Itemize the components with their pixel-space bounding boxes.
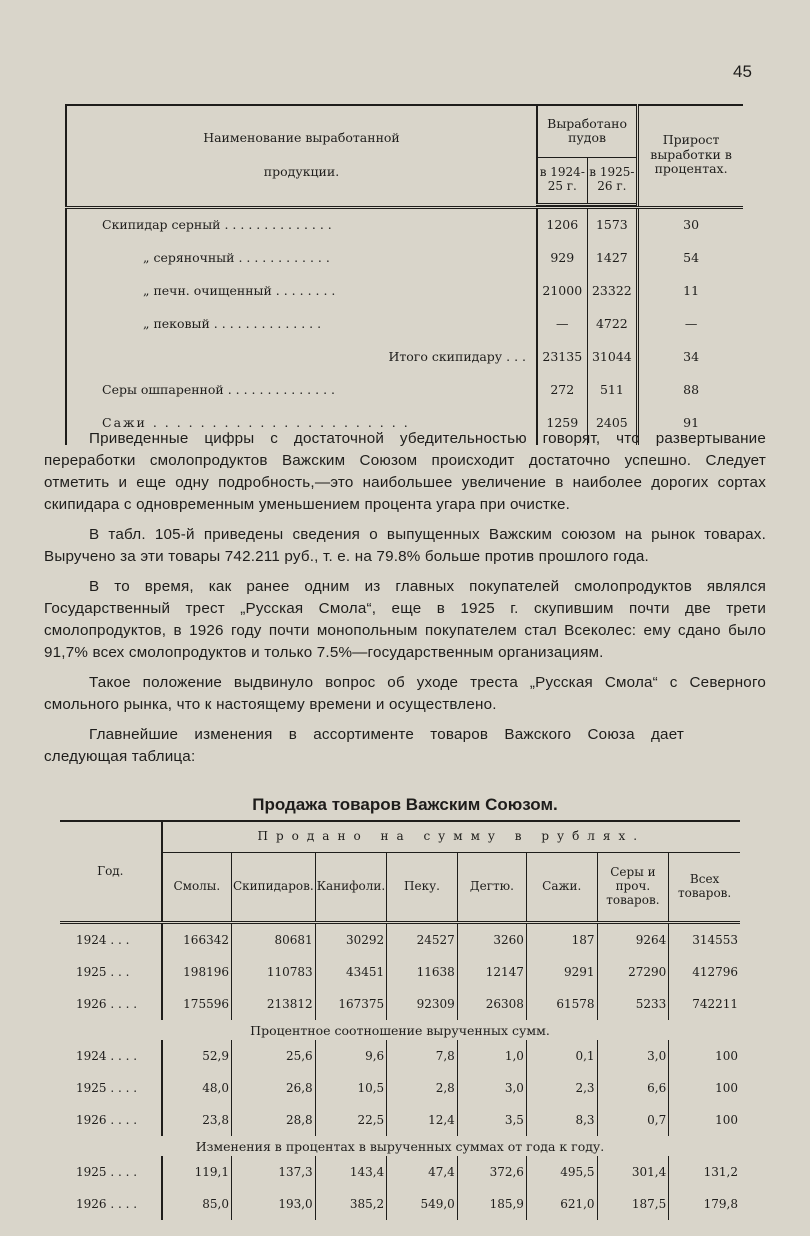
value-cell: 179,8 [669,1188,740,1220]
value-cell: 187,5 [597,1188,669,1220]
year-cell: 1925 . . . . [60,1156,162,1188]
value-cell: 2,3 [526,1072,597,1104]
column-header-year2: в 1925-26 г. [587,157,638,204]
column-header-growth: Прирост выработки в процентах. [638,105,743,204]
value-cell: 48,0 [202,1081,229,1095]
growth-value: — [638,308,743,341]
value-cell: 198196 [183,965,229,979]
value-cell: 119,1 [194,1165,229,1179]
body-text [44,428,766,768]
growth-value: 54 [638,242,743,275]
value-1925: 31044 [587,341,638,374]
column-header-resin: Смолы. [162,853,232,923]
value-cell: 12147 [457,956,526,988]
table-row-total [66,341,743,374]
table-row [60,1072,740,1104]
value-cell: 9,6 [315,1040,387,1072]
value-1924: 23135 [537,341,587,374]
growth-value: 34 [638,341,743,374]
paragraph: В то время, как ранее одним из главных покупателей смолопродуктов являлся Государственный трест „Русская Смола“, еще в 1925 г. скупившим почти две трети смолопродуктов, в 1926 году почти монопольным покупателем стал Всеколес: ему сдано было 91,7% всех смолопродуктов и только 7.5%—государственным организациям. [44,578,766,661]
section-percent-label: Процентное соотношение вырученных сумм. [250,1022,550,1038]
value-cell: 137,3 [231,1156,315,1188]
value-cell: 495,5 [526,1156,597,1188]
column-header-year: Год. [60,821,162,923]
table-row [66,242,743,275]
value-1925: 2405 [587,407,638,445]
product-name: Итого скипидару . . . [66,341,537,374]
value-cell: 10,5 [315,1072,387,1104]
table-row [66,308,743,341]
value-cell: 12,4 [387,1104,458,1136]
value-cell: 143,4 [315,1156,387,1188]
value-cell: 52,9 [202,1049,229,1063]
value-1925: 4722 [587,308,638,341]
value-cell: 26308 [457,988,526,1020]
value-1925: 511 [587,374,638,407]
value-cell: 28,8 [231,1104,315,1136]
value-1925: 23322 [587,275,638,308]
column-header-total: Всех товаров. [669,853,740,923]
value-1925: 1573 [587,207,638,242]
value-cell: 385,2 [315,1188,387,1220]
value-cell: 1,0 [457,1040,526,1072]
column-header-sulfur: Серы и проч. товаров. [597,853,669,923]
column-header-turpentine: Скипидаров. [231,853,315,923]
page-number: 45 [733,62,752,81]
growth-value: 88 [638,374,743,407]
value-cell: 0,7 [597,1104,669,1136]
value-1924: — [537,308,587,341]
value-cell: 9291 [526,956,597,988]
value-cell: 22,5 [315,1104,387,1136]
value-1924: 1206 [537,207,587,242]
paragraph: Главнейшие изменения в ассортименте товаров Важского Союза дает следующая таблица: [44,726,684,765]
section-change [60,1136,740,1156]
value-cell: 5233 [597,988,669,1020]
value-cell: 185,9 [457,1188,526,1220]
value-cell: 27290 [597,956,669,988]
sales-table [60,820,740,1220]
section-percent [60,1020,740,1040]
value-cell: 742211 [669,988,740,1020]
value-cell: 26,8 [231,1072,315,1104]
value-1924: 21000 [537,275,587,308]
column-header-product-line1: Наименование выработанной [203,130,400,145]
value-cell: 3,5 [457,1104,526,1136]
value-cell: 549,0 [387,1188,458,1220]
table-row [60,1156,740,1188]
year-cell: 1924 . . . [60,923,162,957]
product-name: „ серяночный . . . . . . . . . . . . [66,242,537,275]
table-row [60,988,740,1020]
value-cell: 6,6 [597,1072,669,1104]
value-cell: 187 [526,923,597,957]
table-row [66,207,743,242]
value-cell: 43451 [315,956,387,988]
value-cell: 11638 [387,956,458,988]
column-header-rosin: Канифоли. [315,853,387,923]
value-cell: 30292 [315,923,387,957]
year-cell: 1925 . . . [60,956,162,988]
value-cell: 193,0 [231,1188,315,1220]
value-cell: 213812 [231,988,315,1020]
value-1924: 1259 [537,407,587,445]
growth-value: 91 [638,407,743,445]
value-cell: 100 [669,1040,740,1072]
value-cell: 131,2 [669,1156,740,1188]
section-change-label: Изменения в процентах в вырученных суммах от года к году. [195,1138,605,1154]
value-cell: 0,1 [526,1040,597,1072]
product-name: „ печн. очищенный . . . . . . . . [66,275,537,308]
column-header-soot: Сажи. [526,853,597,923]
value-cell: 372,6 [457,1156,526,1188]
value-cell: 110783 [231,956,315,988]
value-cell: 167375 [315,988,387,1020]
year-cell: 1924 . . . . [60,1040,162,1072]
value-cell: 100 [669,1072,740,1104]
value-cell: 2,8 [387,1072,458,1104]
column-header-product-line2: продукции. [263,164,340,179]
value-cell: 61578 [526,988,597,1020]
value-cell: 80681 [231,923,315,957]
table-row [60,1040,740,1072]
value-cell: 92309 [387,988,458,1020]
year-cell: 1926 . . . . [60,1104,162,1136]
table-row [60,1104,740,1136]
year-cell: 1926 . . . . [60,1188,162,1220]
column-header-pitch: Пеку. [387,853,458,923]
sales-table-body [60,923,740,1221]
column-header-year1: в 1924-25 г. [537,157,587,204]
value-cell: 3,0 [457,1072,526,1104]
product-name: Серы ошпаренной . . . . . . . . . . . . . . [66,374,537,407]
value-1925: 1427 [587,242,638,275]
column-header-tar: Дегтю. [457,853,526,923]
paragraph: Приведенные цифры с достаточной убедительностью говорят, что развертывание переработки смолопродуктов Важским Союзом происходит достаточно успешно. Следует отметить и еще одну подробность,—это наибольшее увеличение в наиболее дорогих сортах скипидара с одновременным уменьшением процента угара при очистке. [44,430,766,513]
value-cell: 24527 [387,923,458,957]
value-cell: 3,0 [597,1040,669,1072]
value-cell: 3260 [457,923,526,957]
year-cell: 1926 . . . . [60,988,162,1020]
column-header-sold: Продано на сумму в рублях. [162,821,740,853]
table-row [60,1188,740,1220]
value-cell: 25,6 [231,1040,315,1072]
growth-value: 30 [638,207,743,242]
year-cell: 1925 . . . . [60,1072,162,1104]
value-cell: 7,8 [387,1040,458,1072]
value-cell: 175596 [183,997,229,1011]
paragraph: Такое положение выдвинуло вопрос об уходе треста „Русская Смола“ с Северного смольного рынка, что к настоящему времени и осуществлено. [44,674,766,713]
value-cell: 47,4 [387,1156,458,1188]
product-name: Скипидар серный . . . . . . . . . . . . . . [66,207,537,242]
production-table [65,104,743,445]
value-cell: 314553 [669,923,740,957]
table-row [66,374,743,407]
value-cell: 301,4 [597,1156,669,1188]
value-cell: 9264 [597,923,669,957]
value-cell: 412796 [669,956,740,988]
value-cell: 100 [669,1104,740,1136]
value-cell: 85,0 [202,1197,229,1211]
paragraph: В табл. 105-й приведены сведения о выпущенных Важским союзом на рынок товарах. Выручено за эти товары 742.211 руб., т. е. на 79.8% больше против прошлого года. [44,526,766,565]
column-header-product [66,105,537,204]
product-name: Сажи . . . . . . . . . . . . . . . . . . . . . . [66,407,537,445]
column-header-produced: Выработано пудов [537,105,638,157]
value-cell: 621,0 [526,1188,597,1220]
value-1924: 929 [537,242,587,275]
table-row [66,275,743,308]
table-row [60,956,740,988]
table-row [60,923,740,957]
growth-value: 11 [638,275,743,308]
value-1924: 272 [537,374,587,407]
product-name: „ пековый . . . . . . . . . . . . . . [66,308,537,341]
value-cell: 166342 [183,933,229,947]
value-cell: 8,3 [526,1104,597,1136]
table-title: Продажа товаров Важским Союзом. [252,795,558,814]
value-cell: 23,8 [202,1113,229,1127]
